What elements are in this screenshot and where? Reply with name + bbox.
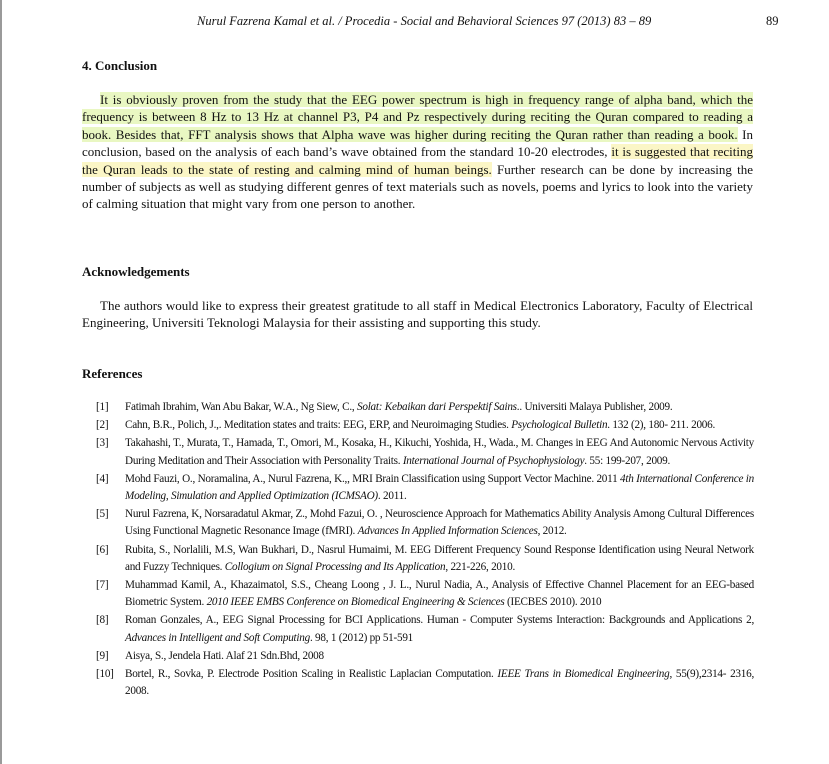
- reference-authors: Rubita, S., Norlalili, M.S, Wan Bukhari, D., Nasrul Humaimi, M. EEG Different Frequency Sound Response Identification using Neural Network and Fuzzy Techniques.: [125, 543, 754, 573]
- conclusion-text: In conclusion, based on the analysis of each band’s wave obtained from the standard 10-20 electrodes,: [82, 126, 753, 160]
- reference-details: , 221-226, 2010.: [445, 560, 515, 573]
- reference-text: [125, 471, 754, 505]
- reference-number: [8]: [96, 614, 109, 627]
- reference-authors: Aisya, S., Jendela Hati. Alaf 21 Sdn.Bhd, 2008: [125, 649, 324, 662]
- reference-number: [5]: [96, 508, 109, 521]
- conclusion-text-end: Further research can be done by increasing the number of subjects as well as studying different genres of text materials such as novels, poems and lyrics to look into the variety of calming situation that might vary from one person to another.: [82, 161, 753, 212]
- reference-details: , 55(9),2314- 2316, 2008.: [125, 668, 755, 698]
- conclusion-heading: 4. Conclusion: [82, 58, 158, 73]
- reference-details: , 2012.: [537, 525, 567, 538]
- reference-source: 4th International Conference in Modeling, Simulation and Applied Optimization (ICMSAO): [125, 472, 754, 503]
- reference-item: [96, 648, 754, 665]
- reference-text: [125, 648, 754, 665]
- reference-text: [125, 612, 754, 646]
- reference-number: [9]: [96, 649, 109, 662]
- reference-item: [96, 542, 754, 576]
- page-number: 89: [766, 14, 779, 28]
- reference-item: [96, 666, 754, 700]
- reference-authors: Cahn, B.R., Polich, J.,. Meditation states and traits: EEG, ERP, and Neuroimaging Studies.: [125, 419, 512, 432]
- running-title: Nurul Fazrena Kamal et al. / Procedia - Social and Behavioral Sciences 97 (2013) 83 – 89: [197, 14, 652, 28]
- reference-authors: Bortel, R., Sovka, P. Electrode Position Scaling in Realistic Laplacian Computation.: [125, 668, 498, 681]
- reference-number: [4]: [96, 472, 109, 485]
- reference-number: [10]: [96, 668, 114, 681]
- reference-authors: Nurul Fazrena, K, Norsaradatul Akmar, Z., Mohd Fazui, O. , Neuroscience Approach for Mathematics Ability Analysis Among Cultural Differences Using Functional Magnetic Resonance Image (fMRI).: [125, 508, 754, 538]
- reference-text: [125, 399, 754, 416]
- reference-item: [96, 577, 754, 611]
- reference-source: Psychological Bulletin: [511, 419, 608, 432]
- reference-item: [96, 435, 754, 469]
- reference-authors: Fatimah Ibrahim, Wan Abu Bakar, W.A., Ng Siew, C.,: [125, 401, 357, 413]
- page-left-edge: [0, 0, 2, 764]
- reference-details: . 2011.: [377, 490, 407, 503]
- reference-details: . 55: 199-207, 2009.: [584, 454, 671, 467]
- reference-details: . 98, 1 (2012) pp 51-591: [309, 631, 414, 644]
- references-list: [96, 399, 754, 700]
- reference-text: [125, 542, 754, 576]
- acknowledgements-paragraph: The authors would like to express their greatest gratitude to all staff in Medical Electronics Laboratory, Faculty of Electrical Engineering, Universiti Teknologi Malaysia for their assisting and supporting this study.: [82, 298, 753, 331]
- reference-authors: Roman Gonzales, A., EEG Signal Processing for BCI Applications. Human - Computer Systems Interaction: Backgrounds and Applications 2,: [125, 614, 754, 627]
- reference-source: Advances In Applied Information Sciences: [357, 525, 538, 538]
- reference-source: International Journal of Psychophysiology: [402, 454, 585, 467]
- reference-item: [96, 417, 754, 434]
- reference-source: Collogium on Signal Processing and Its Application: [224, 560, 446, 573]
- reference-text: [125, 577, 754, 611]
- reference-item: [96, 399, 754, 416]
- reference-text: [125, 435, 754, 469]
- reference-item: [96, 506, 754, 540]
- reference-source: IEEE Trans in Biomedical Engineering: [497, 668, 670, 681]
- reference-text: [125, 417, 754, 434]
- highlight-green: It is obviously proven from the study that the EEG power spectrum is high in frequency range of alpha band, which the frequency is between 8 Hz to 13 Hz at channel P3, P4 and Pz respectively during reciting the Quran compared to reading a book. Besides that, FFT analysis shows that Alpha wave was higher during reciting the Quran rather than reading a book.: [82, 92, 753, 142]
- reference-authors: Muhammad Kamil, A., Khazaimatol, S.S., Cheang Loong , J. L., Nurul Nadia, A., Analysis of Effective Channel Placement for an EEG-based Biometric System.: [125, 579, 754, 609]
- reference-number: [6]: [96, 543, 109, 556]
- reference-number: [7]: [96, 579, 109, 592]
- reference-text: [125, 666, 754, 700]
- reference-authors: Takahashi, T., Murata, T., Hamada, T., Omori, M., Kosaka, H., Kikuchi, Yoshida, H., Wada., M. Changes in EEG And Autonomic Nervous Activity During Meditation and Their Association with Personality Traits.: [125, 437, 754, 467]
- conclusion-paragraph: [82, 91, 753, 213]
- references-heading: References: [82, 366, 143, 381]
- reference-source: 2010 IEEE EMBS Conference on Biomedical Engineering & Sciences: [206, 596, 505, 609]
- reference-number: [2]: [96, 419, 109, 432]
- reference-details: .. Universiti Malaya Publisher, 2009.: [516, 401, 673, 413]
- highlight-yellow: it is suggested that reciting the Quran leads to the state of resting and calming mind of human beings.: [82, 144, 753, 177]
- reference-source: Advances in Intelligent and Soft Computing: [125, 631, 310, 644]
- acknowledgements-heading: Acknowledgements: [82, 264, 190, 279]
- reference-number: [3]: [96, 437, 109, 450]
- reference-item: [96, 471, 754, 505]
- reference-item: [96, 612, 754, 646]
- reference-details: (IECBES 2010). 2010: [504, 596, 602, 609]
- reference-details: . 132 (2), 180- 211. 2006.: [607, 419, 716, 432]
- reference-text: [125, 506, 754, 540]
- reference-number: [1]: [96, 401, 109, 413]
- reference-source: Solat: Kebaikan dari Perspektif Sains: [357, 401, 517, 413]
- reference-authors: Mohd Fauzi, O., Noramalina, A., Nurul Fazrena, K.,, MRI Brain Classification using Support Vector Machine. 2011: [125, 472, 621, 485]
